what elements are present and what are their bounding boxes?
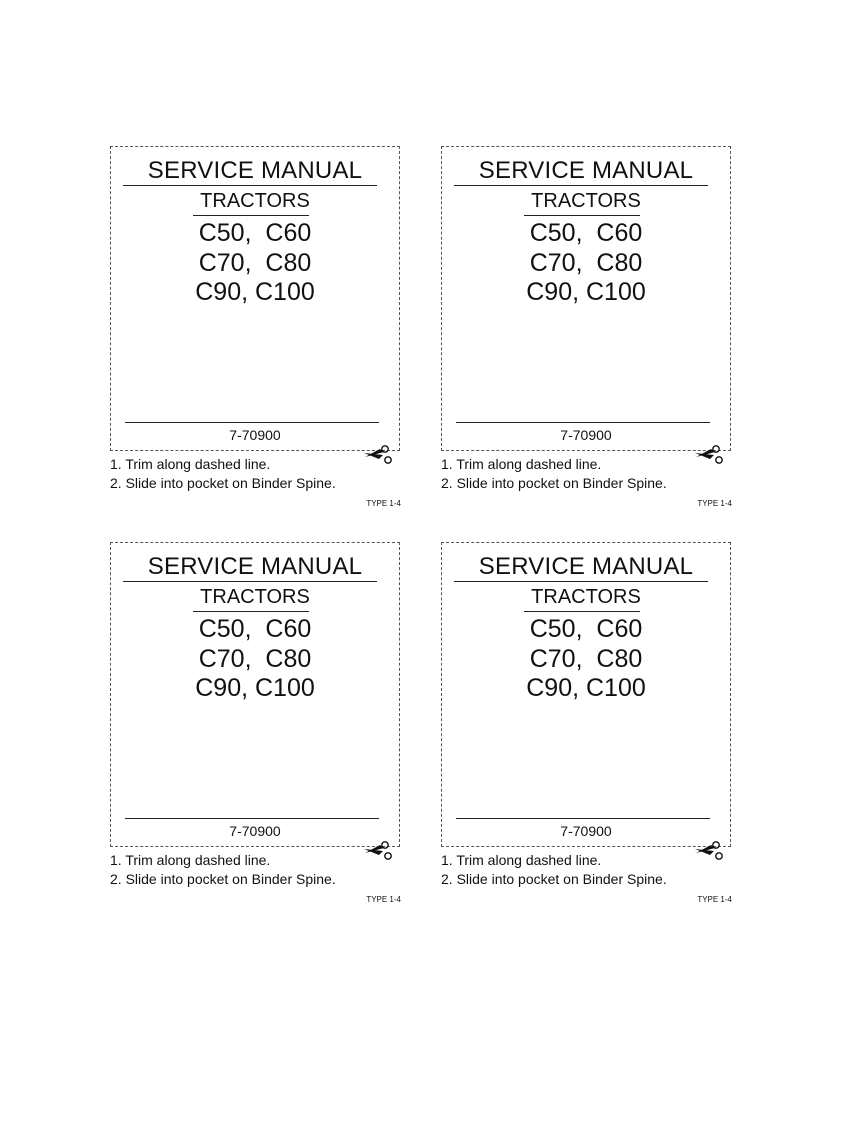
instruction-step-2: 2. Slide into pocket on Binder Spine.: [441, 475, 667, 491]
model-line: C70, C80: [529, 248, 643, 277]
label-title: SERVICE MANUAL: [478, 553, 694, 580]
instruction-step-1: 1. Trim along dashed line.: [441, 456, 602, 472]
label-subtitle: TRACTORS: [531, 586, 641, 608]
label-subtitle: TRACTORS: [200, 190, 310, 212]
code-rule: [125, 818, 379, 819]
title-underline: [454, 185, 708, 186]
model-line: C50, C60: [529, 219, 643, 247]
model-list: [442, 615, 730, 704]
code-rule: [456, 422, 710, 423]
subtitle-underline: [193, 611, 309, 612]
manual-code: 7-70900: [560, 427, 612, 443]
instruction-step-2: 2. Slide into pocket on Binder Spine.: [110, 475, 336, 491]
instructions: [110, 455, 336, 493]
model-line: C70, C80: [529, 644, 643, 673]
title-underline: [123, 581, 377, 582]
label-subtitle: TRACTORS: [200, 586, 310, 608]
spine-label-card-4: [438, 539, 738, 919]
scissors-icon: [694, 841, 724, 863]
model-line: C90, C100: [195, 278, 315, 306]
model-line: C70, C80: [198, 248, 312, 277]
instructions: [441, 455, 667, 493]
type-code: TYPE 1-4: [697, 895, 732, 904]
scissors-icon: [694, 445, 724, 467]
spine-label-cut-area: [110, 146, 400, 451]
label-title: SERVICE MANUAL: [147, 553, 363, 580]
scissors-icon: [363, 445, 393, 467]
manual-code: 7-70900: [229, 427, 281, 443]
model-line: C90, C100: [526, 674, 646, 702]
manual-code: 7-70900: [560, 823, 612, 839]
instruction-step-2: 2. Slide into pocket on Binder Spine.: [110, 871, 336, 887]
title-underline: [454, 581, 708, 582]
label-title: SERVICE MANUAL: [147, 157, 363, 184]
spine-label-card-3: [107, 539, 407, 919]
subtitle-underline: [524, 611, 640, 612]
spine-label-card-1: [107, 143, 407, 523]
spine-label-cut-area: [441, 146, 731, 451]
model-line: C90, C100: [526, 278, 646, 306]
code-rule: [125, 422, 379, 423]
type-code: TYPE 1-4: [697, 499, 732, 508]
model-list: [111, 615, 399, 704]
instructions: [110, 851, 336, 889]
code-rule: [456, 818, 710, 819]
instruction-step-1: 1. Trim along dashed line.: [110, 852, 271, 868]
instruction-step-1: 1. Trim along dashed line.: [110, 456, 271, 472]
instruction-step-1: 1. Trim along dashed line.: [441, 852, 602, 868]
subtitle-underline: [193, 215, 309, 216]
model-line: C70, C80: [198, 644, 312, 673]
model-list: [442, 219, 730, 308]
model-line: C50, C60: [198, 615, 312, 643]
instructions: [441, 851, 667, 889]
spine-label-card-2: [438, 143, 738, 523]
label-subtitle: TRACTORS: [531, 190, 641, 212]
model-list: [111, 219, 399, 308]
manual-code: 7-70900: [229, 823, 281, 839]
spine-label-cut-area: [441, 542, 731, 847]
model-line: C90, C100: [195, 674, 315, 702]
model-line: C50, C60: [198, 219, 312, 247]
model-line: C50, C60: [529, 615, 643, 643]
spine-label-cut-area: [110, 542, 400, 847]
type-code: TYPE 1-4: [366, 499, 401, 508]
instruction-step-2: 2. Slide into pocket on Binder Spine.: [441, 871, 667, 887]
type-code: TYPE 1-4: [366, 895, 401, 904]
subtitle-underline: [524, 215, 640, 216]
scissors-icon: [363, 841, 393, 863]
title-underline: [123, 185, 377, 186]
label-title: SERVICE MANUAL: [478, 157, 694, 184]
